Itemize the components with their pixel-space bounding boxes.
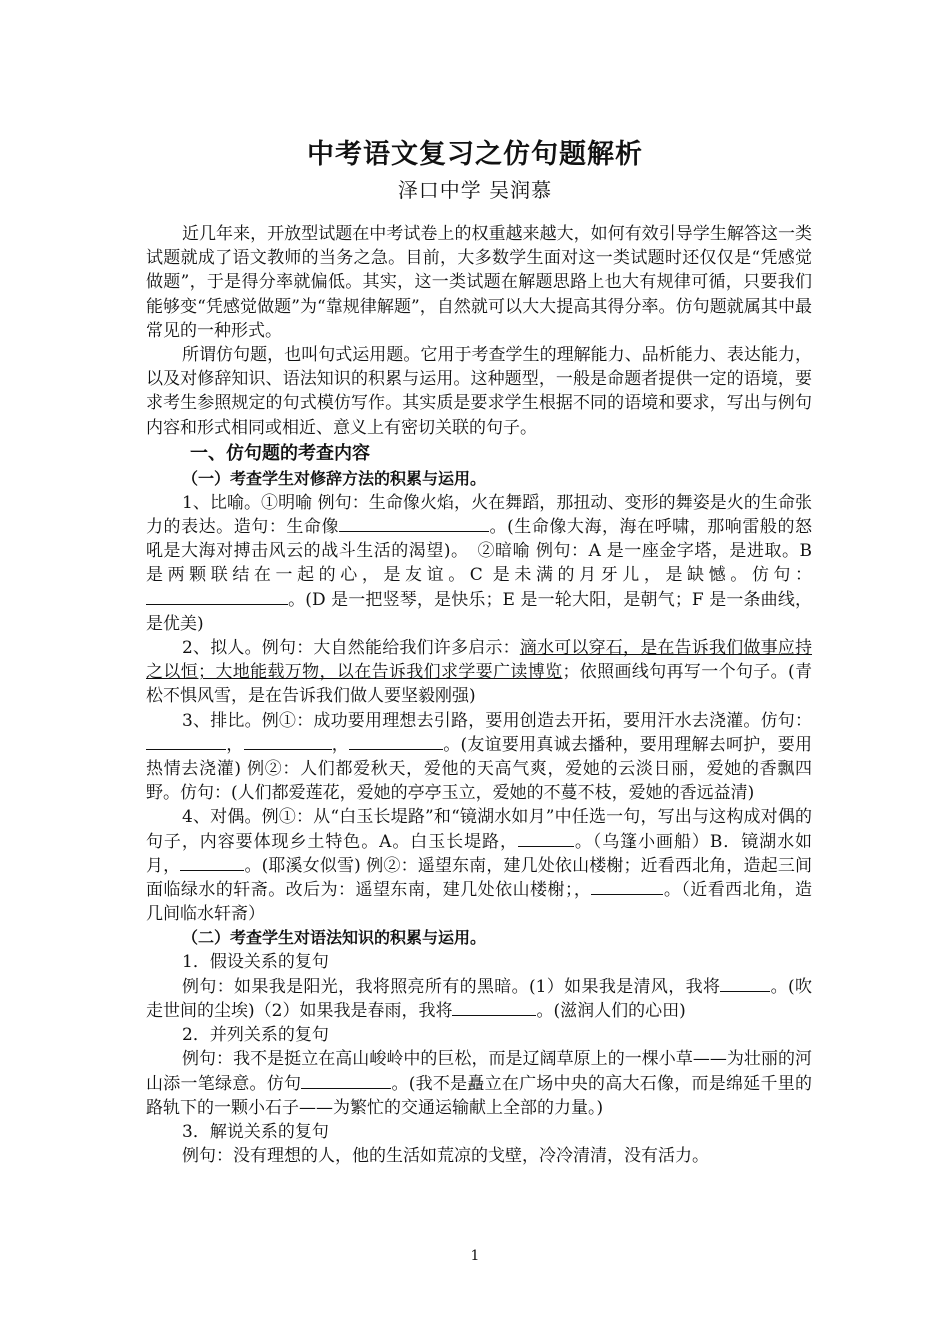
fill-blank (180, 854, 244, 871)
item-text: 1、比喻。①明喻 例句：生命像火焰，火在舞蹈，那扭动、变形的舞姿是火的生命张力的表达。造句：生命像 (146, 492, 812, 538)
fill-blank (301, 1072, 391, 1089)
grammar-title-1: 1．假设关系的复句 (182, 952, 329, 973)
intro-paragraph-2: 所谓仿句题，也叫句式运用题。它用于考查学生的理解能力、品析能力、表达能力，以及对修辞知识、语法知识的积累与运用。这种题型，一般是命题者提供一定的语境，要求考生参照规定的句式模仿写作。其实质是要求学生根据不同的语境和要求，写出与例句内容和形式相同或相近、意义上有密切关联的句子。 (146, 345, 812, 438)
item-text: 。（近看西北角，造几间临水轩斋） (146, 880, 813, 925)
grammar-title-2: 2．并列关系的复句 (182, 1025, 329, 1046)
section-heading-1: 一、仿句题的考查内容 (190, 442, 370, 464)
intro-paragraph-1: 近几年来，开放型试题在中考试卷上的权重越来越大，如何有效引导学生解答这一类试题就成了语文教师的当务之急。目前，大多数学生面对这一类试题时还仅仅是“凭感觉做题”，于是得分率就偏低。其实，这一类试题在解题思路上也大有规律可循，只要我们能够变“凭感觉做题”为“靠规律解题”，自然就可以大大提高其得分率。仿句题就属其中最常见的一种形式。 (146, 224, 812, 341)
grammar-title-3: 3．解说关系的复句 (182, 1121, 329, 1142)
fill-blank (720, 975, 770, 992)
fill-blank (244, 733, 332, 750)
item-metaphor (146, 491, 812, 636)
fill-blank (452, 999, 536, 1016)
item-text: 。(我不是矗立在广场中央的高大石像，而是绵延千里的路轨下的一颗小石子——为繁忙的交通运输献上全部的力量。) (146, 1073, 812, 1118)
item-antithesis (146, 805, 812, 926)
subsection-heading-2: （二）考查学生对语法知识的积累与运用。 (182, 928, 487, 948)
item-text: 3、排比。例①：成功要用理想去引路，要用创造去开拓，要用汗水去浇灌。仿句： (182, 710, 812, 731)
grammar-example-1 (146, 975, 812, 1023)
item-text: 。(吹走世间的尘埃)（2）如果我是春雨，我将 (146, 976, 812, 1021)
item-text: 例句：如果我是阳光，我将照亮所有的黑暗。(1）如果我是清风，我将 (182, 976, 721, 997)
item-text: 。(耶溪女似雪) 例②：遥望东南，建几处依山楼榭；近看西北角，造起三间面临绿水的轩斋。改后为：遥望东南，建几处依山楼榭；， (146, 855, 812, 901)
item-text: ；依照画线句再写一个句子。(青松不惧风雪，是在告诉我们做人要坚毅刚强) (146, 662, 812, 707)
item-personification (146, 636, 812, 709)
item-text: 。(D 是一把竖琴，是快乐；E 是一轮大阳，是朝气；F 是一条曲线，是优美) (146, 589, 812, 634)
document-title: 中考语文复习之仿句题解析 (307, 139, 643, 170)
item-text: 。（乌篷小画船）B．镜湖水如月， (146, 831, 813, 876)
item-text: 。(友谊要用真诚去播种，要用理解去呵护，要用热情去浇灌) 例②：人们都爱秋天，爱他的天高气爽，爱她的云淡日丽，爱她的香飘四野。仿句：(人们都爱莲花，爱她的亭亭玉立，爱她的不蔓不枝，爱她的香远益清) (146, 734, 813, 804)
subsection-heading-1: （一）考查学生对修辞方法的积累与运用。 (182, 468, 487, 488)
fill-blank (591, 878, 663, 895)
fill-blank (518, 830, 574, 847)
fill-blank (146, 588, 288, 605)
grammar-example-2 (146, 1047, 812, 1120)
item-text: 4、对偶。例①：从“白玉长堤路”和“镜湖水如月”中任选一句，写出与这构成对偶的句子，内容要体现乡土特色。A。白玉长堤路， (146, 807, 812, 852)
item-text: 。(生命像大海，海在呼啸，那响雷般的怒吼是大海对搏击风云的战斗生活的渴望)。 ②暗喻 例句：A 是一座金字塔，是进取。B 是两颗联结在一起的心，是友谊。C 是未满的月牙儿，是缺憾。仿句： (146, 517, 812, 586)
underlined-sentence: 滴水可以穿石，是在告诉我们做事应持之以恒；大地能载万物，以在告诉我们求学要广读博览 (146, 638, 812, 683)
document-body (146, 222, 812, 1168)
item-text: 2、拟人。例句：大自然能给我们许多启示： (182, 638, 520, 659)
item-text: ， (331, 734, 349, 755)
item-text: 。(滋润人们的心田) (536, 1000, 686, 1021)
page-number: 1 (470, 1248, 480, 1264)
item-text: ， (226, 734, 244, 755)
fill-blank (339, 515, 489, 532)
author-line: 泽口中学 吴润慕 (397, 178, 553, 202)
fill-blank (349, 733, 443, 750)
item-parallelism (146, 709, 812, 806)
fill-blank (146, 733, 226, 750)
grammar-example-3: 例句：没有理想的人，他的生活如荒凉的戈壁，冷冷清清，没有活力。 (182, 1146, 709, 1167)
item-text: 例句：我不是挺立在高山峻岭中的巨松，而是辽阔草原上的一棵小草——为壮丽的河山添一笔绿意。仿句 (146, 1049, 812, 1094)
